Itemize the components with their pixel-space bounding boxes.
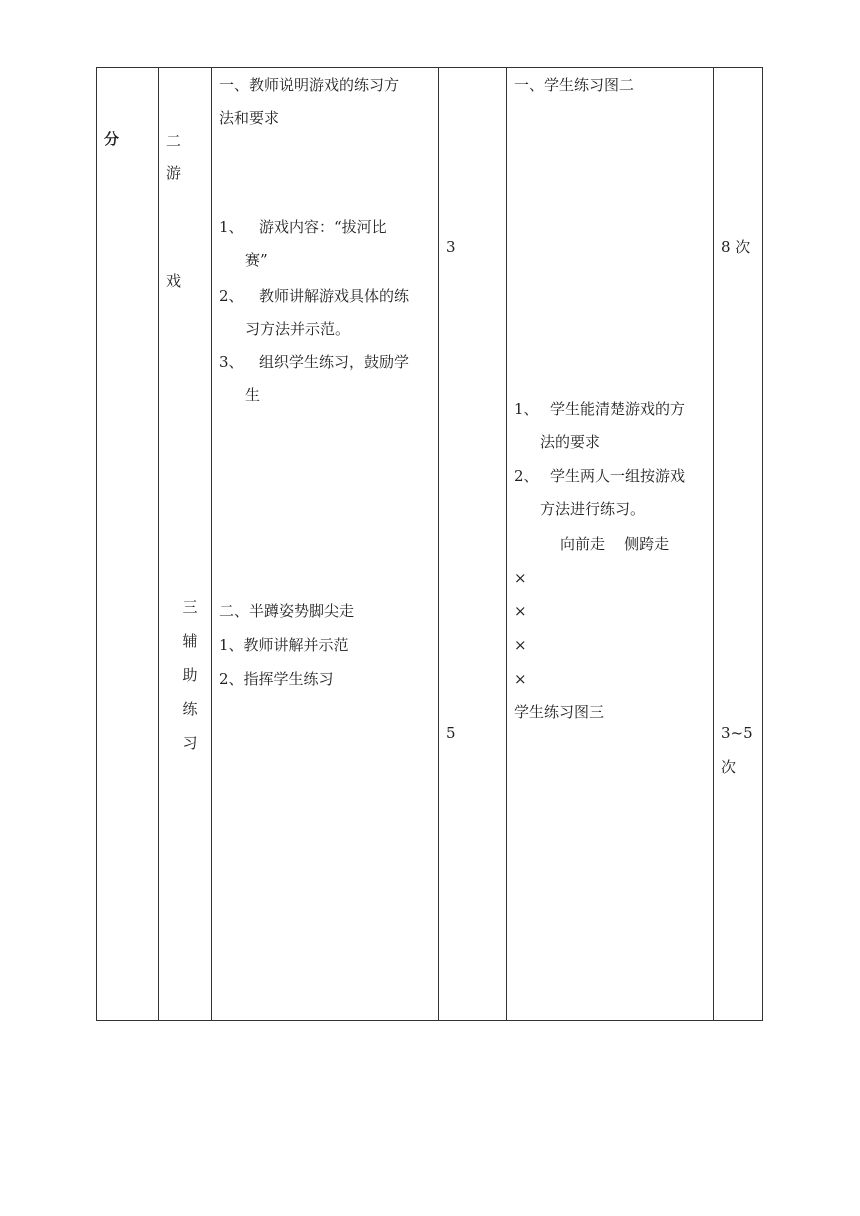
table-col-border-4: [438, 67, 439, 1021]
table-top-border: [96, 67, 763, 68]
section-aux-char-2: 辅: [182, 632, 198, 650]
table-col-border-6: [713, 67, 714, 1021]
student-mark-2: ×: [514, 602, 527, 620]
table-col-border-5: [506, 67, 507, 1021]
section-aux-char-1: 三: [182, 598, 198, 616]
count-game: 8 次: [721, 238, 751, 256]
table-col-border-2: [158, 67, 159, 1021]
student-mark-4: ×: [514, 670, 527, 688]
count-aux-line-2: 次: [721, 758, 737, 776]
game-item-1-line-2: 赛”: [245, 251, 268, 269]
section-game-char-1: 游: [166, 164, 182, 182]
table-col-border-3: [211, 67, 212, 1021]
student-item-1-line-2: 法的要求: [540, 433, 601, 451]
game-item-1-line-1: 游戏内容：“拔河比: [259, 218, 387, 236]
walk-direction-labels: 向前走 侧跨走: [560, 535, 670, 553]
section-game-char-2: 戏: [166, 272, 182, 290]
student-figure-caption: 学生练习图三: [514, 703, 605, 721]
time-aux: 5: [446, 724, 456, 742]
game-item-2-number: 2、: [219, 287, 244, 305]
game-item-1-number: 1、: [219, 218, 244, 236]
student-mark-1: ×: [514, 569, 527, 587]
game-item-2-line-2: 习方法并示范。: [245, 320, 351, 338]
aux-item-2: 2、指挥学生练习: [219, 670, 334, 688]
aux-title: 二、半蹲姿势脚尖走: [219, 602, 355, 620]
student-item-1-number: 1、: [514, 400, 539, 418]
student-item-2-line-2: 方法进行练习。: [540, 500, 646, 518]
time-game: 3: [446, 238, 456, 256]
section-aux-char-3: 助: [182, 666, 198, 684]
count-aux-line-1: 3~5: [721, 724, 753, 742]
section-aux-char-4: 练: [182, 700, 198, 718]
game-item-2-line-1: 教师讲解游戏具体的练: [259, 287, 410, 305]
table-col-border-1: [96, 67, 97, 1021]
game-item-3-line-1: 组织学生练习，鼓励学: [259, 353, 410, 371]
part-label: 分: [104, 130, 120, 148]
game-item-3-line-2: 生: [245, 386, 261, 404]
student-mark-3: ×: [514, 636, 527, 654]
section-game-number: 二: [166, 132, 182, 150]
game-item-3-number: 3、: [219, 353, 244, 371]
student-item-1-line-1: 学生能清楚游戏的方: [550, 400, 686, 418]
section-aux-char-5: 习: [182, 734, 198, 752]
table-bottom-border: [96, 1020, 763, 1021]
student-title: 一、学生练习图二: [514, 76, 635, 94]
aux-item-1: 1、教师讲解并示范: [219, 636, 349, 654]
game-title-line-2: 法和要求: [219, 109, 280, 127]
game-title-line-1: 一、教师说明游戏的练习方: [219, 76, 400, 94]
student-item-2-number: 2、: [514, 467, 539, 485]
student-item-2-line-1: 学生两人一组按游戏: [550, 467, 686, 485]
table-col-border-7: [762, 67, 763, 1021]
